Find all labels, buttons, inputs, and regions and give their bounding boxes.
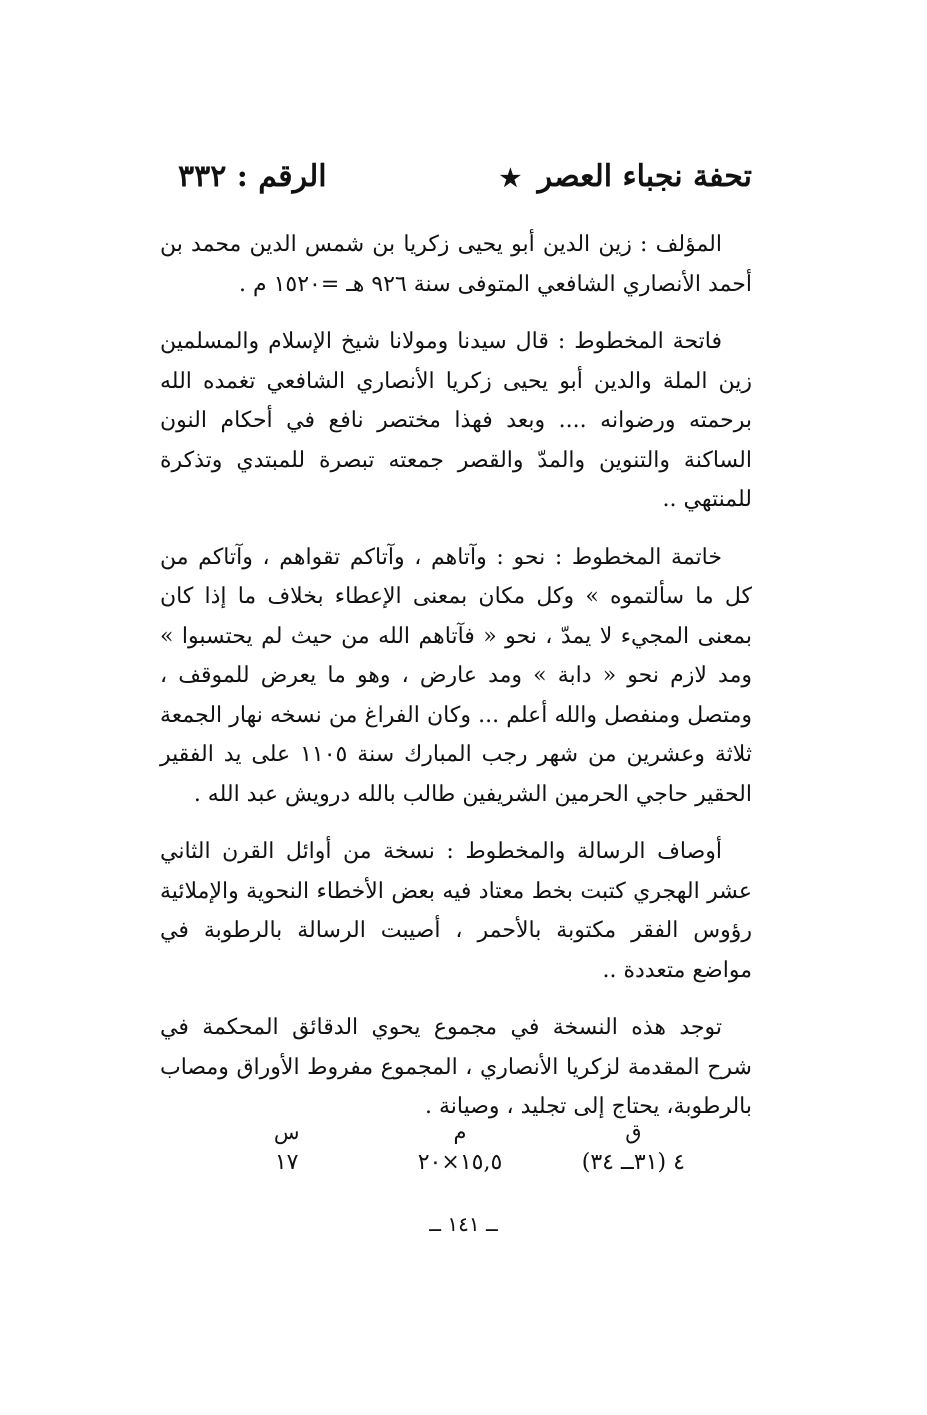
author-paragraph: المؤلف : زين الدين أبو يحيى زكريا بن شمس الدين محمد بن أحمد الأنصاري الشافعي المتوفى سنة ٩٢٦ هـ =١٥٢٠ م . bbox=[160, 232, 752, 297]
description-paragraph: أوصاف الرسالة والمخطوط : نسخة من أوائل القرن الثاني عشر الهجري كتبت بخط معتاد فيه بعض الأخطاء النحوية والإملائية رؤوس الفقر مكتوبة بالأحمر ، أصيبت الرسالة بالرطوبة في مواضع متعددة .. bbox=[160, 839, 752, 983]
lines-label: س bbox=[273, 1120, 300, 1144]
folios-value: ٤ (٣١ــ ٣٤) bbox=[581, 1150, 685, 1175]
entry-number: الرقم : ٣٣٢ bbox=[178, 158, 327, 194]
closing-paragraph: خاتمة المخطوط : نحو : وآتاهم ، وآتاكم تقواهم ، وآتاكم من كل ما سألتموه » وكل مكان بمعنى الإعطاء بخلاف ما إذا كان بمعنى المجيء لا يمدّ ، نحو « فآتاهم الله من حيث لم يحتسبوا » ومد لازم نحو « دابة » ومد عارض ، وهو ما يعرض للموقف ، ومتصل ومنفصل والله أعلم ... وكان الفراغ من نسخه نهار الجمعة ثلاثة وعشرين من شهر رجب المبارك سنة ١١٠٥ على يد الفقير الحقير حاجي الحرمين الشريفين طالب بالله درويش عبد الله . bbox=[160, 544, 753, 807]
folios-label: ق bbox=[625, 1120, 642, 1144]
dimensions-label: م bbox=[453, 1120, 467, 1144]
header-title-group bbox=[500, 159, 752, 194]
entry-body bbox=[160, 225, 752, 1127]
page-header bbox=[178, 150, 752, 202]
header-title: تحفة نجباء العصر bbox=[537, 158, 752, 194]
lines-value: ١٧ bbox=[274, 1150, 299, 1175]
opening-paragraph: فاتحة المخطوط : قال سيدنا ومولانا شيخ الإسلام والمسلمين زين الملة والدين أبو يحيى زكريا الأنصاري الشافعي تغمده الله برحمته ورضوانه .... وبعد فهذا مختصر نافع في أحكام النون الساكنة والتنوين والمدّ والقصر جمعته تبصرة للمبتدي وتذكرة للمنتهي .. bbox=[160, 329, 752, 512]
page-number: ــ ١٤١ ــ bbox=[429, 1212, 498, 1236]
star-icon: ★ bbox=[499, 162, 522, 192]
physical-stats bbox=[200, 1120, 720, 1175]
dimensions-value: ١٥,٥×٢٠ bbox=[417, 1150, 503, 1175]
location-paragraph: توجد هذه النسخة في مجموع يحوي الدقائق المحكمة في شرح المقدمة لزكريا الأنصاري ، المجموع مفروط الأوراق ومصاب بالرطوبة، يحتاج إلى تجليد ، وصيانة . bbox=[160, 1015, 752, 1119]
